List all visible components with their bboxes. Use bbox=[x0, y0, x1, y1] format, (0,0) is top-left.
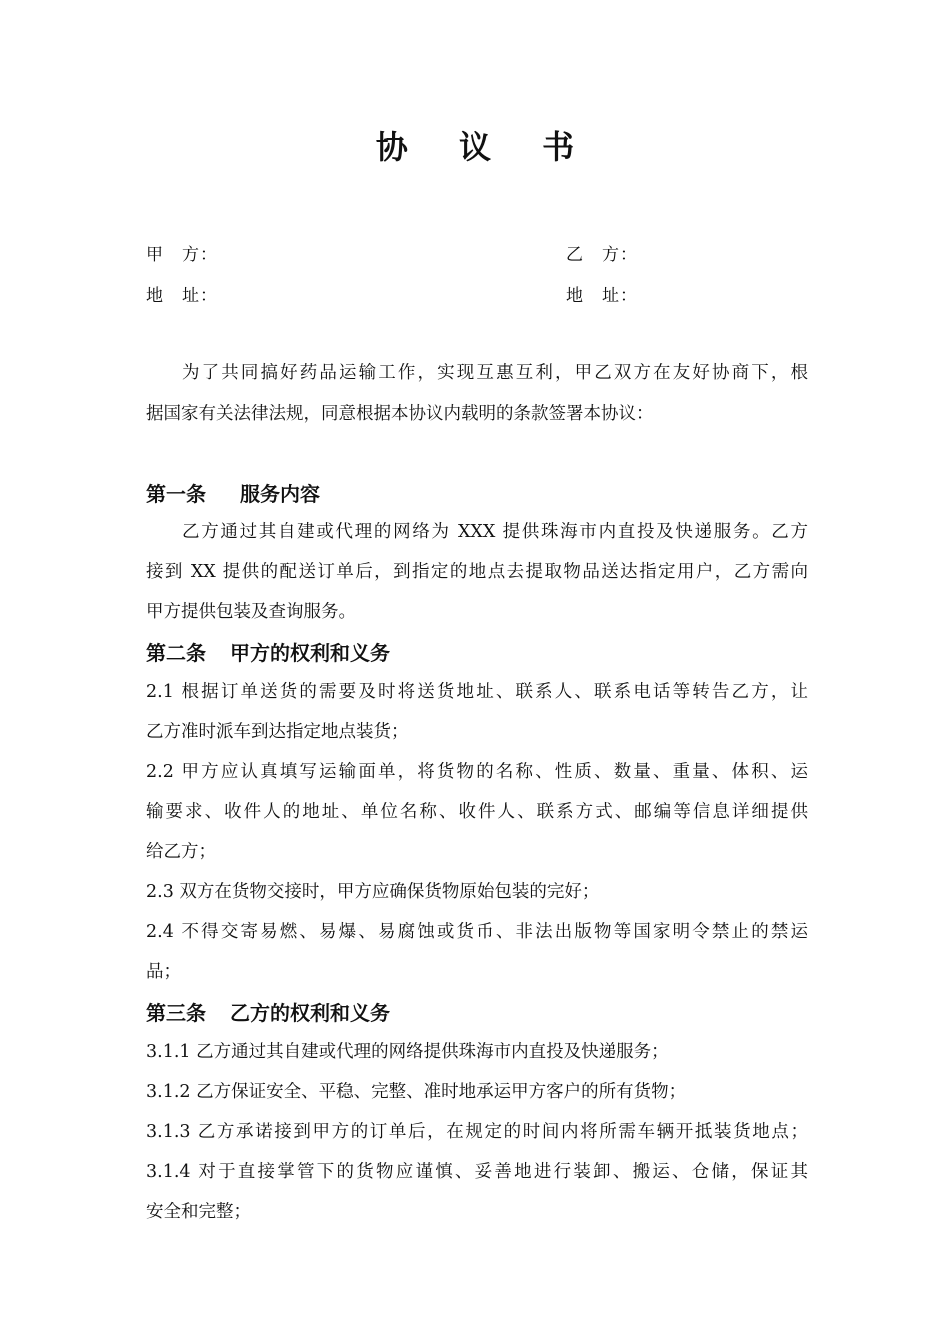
document-title: 协 议 书 bbox=[375, 128, 595, 166]
article-3-line: 3.1.4 对于直接掌管下的货物应谨慎、妥善地进行装卸、搬运、仓储，保证其 bbox=[146, 1162, 808, 1182]
party-a-address-label: 地 址： bbox=[146, 286, 218, 306]
article-1-number: 第一条 bbox=[146, 482, 206, 506]
article-2-title: 甲方的权利和义务 bbox=[230, 641, 390, 665]
intro-line: 据国家有关法律法规，同意根据本协议内载明的条款签署本协议： bbox=[146, 404, 654, 424]
article-2-line: 2.1 根据订单送货的需要及时将送货地址、联系人、联系电话等转告乙方，让 bbox=[146, 682, 808, 702]
article-2-line: 输要求、收件人的地址、单位名称、收件人、联系方式、邮编等信息详细提供 bbox=[146, 802, 808, 822]
article-2-line: 品； bbox=[146, 962, 181, 982]
article-2-line: 给乙方； bbox=[146, 842, 216, 862]
article-2-line: 2.3 双方在货物交接时，甲方应确保货物原始包装的完好； bbox=[146, 882, 600, 902]
article-2-line: 2.2 甲方应认真填写运输面单，将货物的名称、性质、数量、重量、体积、运 bbox=[146, 762, 808, 782]
article-3-number: 第三条 bbox=[146, 1001, 206, 1025]
article-3-line: 3.1.2 乙方保证安全、平稳、完整、准时地承运甲方客户的所有货物； bbox=[146, 1082, 687, 1102]
article-1-heading bbox=[146, 478, 320, 507]
article-1-title: 服务内容 bbox=[240, 482, 320, 506]
article-3-title: 乙方的权利和义务 bbox=[230, 1001, 390, 1025]
party-b-name-label: 乙 方： bbox=[566, 245, 638, 265]
article-2-line: 乙方准时派车到达指定地点装货； bbox=[146, 722, 409, 742]
article-2-heading bbox=[146, 637, 390, 666]
article-3-heading bbox=[146, 997, 390, 1026]
article-1-line: 接到 XX 提供的配送订单后，到指定的地点去提取物品送达指定用户，乙方需向 bbox=[146, 562, 808, 582]
article-3-line: 3.1.1 乙方通过其自建或代理的网络提供珠海市内直投及快递服务； bbox=[146, 1042, 669, 1062]
article-2-number: 第二条 bbox=[146, 641, 206, 665]
article-1-line: 甲方提供包装及查询服务。 bbox=[146, 602, 356, 622]
article-2-line: 2.4 不得交寄易燃、易爆、易腐蚀或货币、非法出版物等国家明令禁止的禁运 bbox=[146, 922, 808, 942]
article-3-line: 3.1.3 乙方承诺接到甲方的订单后，在规定的时间内将所需车辆开抵装货地点； bbox=[146, 1122, 808, 1142]
party-a-name-label: 甲 方： bbox=[146, 245, 218, 265]
article-1-line: 乙方通过其自建或代理的网络为 XXX 提供珠海市内直投及快递服务。乙方 bbox=[182, 522, 808, 542]
article-3-line: 安全和完整； bbox=[146, 1202, 251, 1222]
party-b-address-label: 地 址： bbox=[566, 286, 638, 306]
intro-line: 为了共同搞好药品运输工作，实现互惠互利，甲乙双方在友好协商下，根 bbox=[182, 363, 808, 383]
